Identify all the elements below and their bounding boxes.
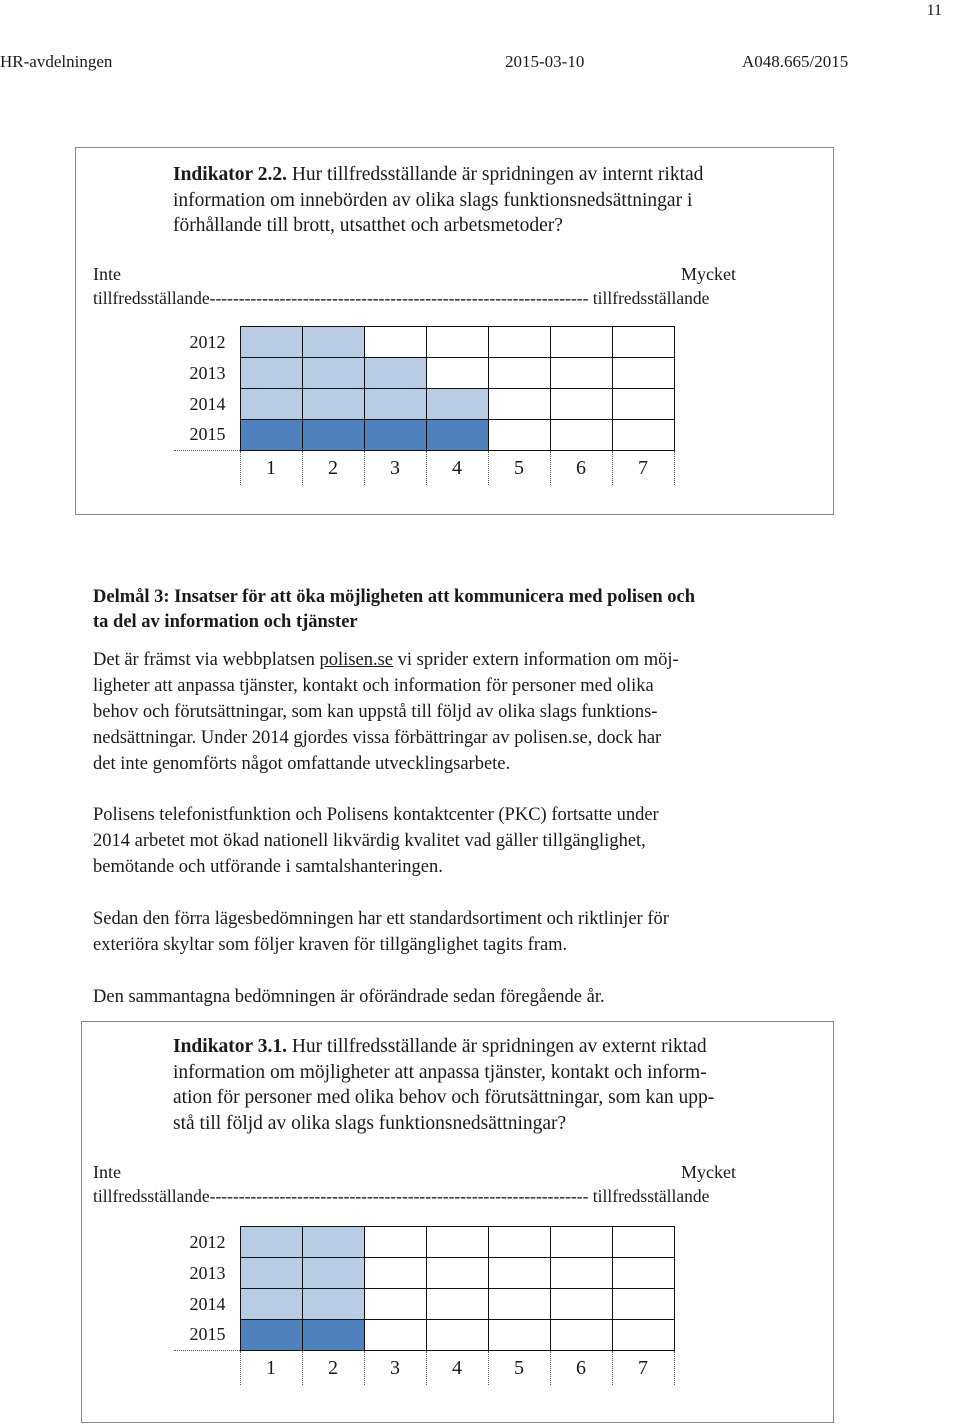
polisen-link[interactable]: polisen.se [319, 650, 394, 670]
spacer [174, 451, 240, 486]
year-label: 2013 [189, 1262, 226, 1283]
rating-cell [302, 327, 364, 358]
scale-high-label: Mycket [681, 1162, 736, 1182]
scale-number: 3 [364, 451, 426, 486]
question-line: stå till följd av olika slags funktionsnedsättningar? [173, 1112, 567, 1134]
text: Den sammantagna bedömningen är oförändrade sedan föregående år. [93, 987, 605, 1007]
rating-cell [364, 327, 426, 358]
rating-cell [426, 1227, 488, 1258]
scale-low-label: Inte [93, 1162, 121, 1182]
rating-cell [240, 1258, 302, 1289]
question-line: information om innebörden av olika slags funktionsnedsättningar i [173, 189, 693, 211]
text: Sedan den förra lägesbedömningen har ett standardsortiment och riktlinjer för [93, 909, 669, 929]
text: exteriöra skyltar som följer kraven för tillgänglighet tagits fram. [93, 935, 568, 955]
scale-number: 2 [302, 1351, 364, 1386]
year-label: 2012 [189, 1231, 226, 1252]
indicator-label: Indikator 3.1. [173, 1036, 287, 1057]
heading-line: Delmål 3: Insatser för att öka möjligheten att kommunicera med polisen och [93, 587, 696, 607]
rating-cell [302, 358, 364, 389]
year-label: 2014 [189, 1293, 226, 1314]
year-label: 2013 [189, 362, 226, 383]
question-line: Hur tillfredsställande är spridningen av externt riktad [286, 1036, 707, 1057]
rating-grid-2-2 [174, 326, 675, 485]
text: Polisens telefonistfunktion och Polisens kontaktcenter (PKC) fortsatte under [93, 805, 659, 825]
year-label: 2012 [189, 331, 226, 352]
scale-number: 7 [612, 451, 674, 486]
rating-cell [364, 420, 426, 451]
rating-cell [612, 1320, 674, 1351]
indicator-label: Indikator 2.2. [173, 164, 287, 185]
scale-number: 6 [550, 1351, 612, 1386]
rating-cell [612, 420, 674, 451]
rating-cell [364, 389, 426, 420]
rating-cell [302, 1320, 364, 1351]
rating-cell [302, 389, 364, 420]
rating-cell [364, 1320, 426, 1351]
rating-cell [426, 420, 488, 451]
text: nedsättningar. Under 2014 gjordes vissa förbättringar av polisen.se, dock har [93, 728, 662, 748]
rating-cell [550, 1227, 612, 1258]
rating-cell [488, 1289, 550, 1320]
scale-number: 4 [426, 451, 488, 486]
header-date: 2015-03-10 [505, 52, 585, 71]
year-label: 2014 [189, 393, 226, 414]
rating-cell [240, 420, 302, 451]
paragraph-1 [93, 647, 833, 777]
rating-cell [612, 1258, 674, 1289]
rating-cell [364, 358, 426, 389]
rating-cell [426, 1289, 488, 1320]
rating-cell [302, 420, 364, 451]
rating-cell [426, 1258, 488, 1289]
question-line: förhållande till brott, utsatthet och arbetsmetoder? [173, 215, 563, 236]
text: vi sprider extern information om möj- [393, 650, 679, 670]
scale-line: tillfredsställande----------------------------------------------------------------- tillfredsställande [93, 288, 710, 308]
scale-number: 2 [302, 451, 364, 486]
rating-cell [240, 358, 302, 389]
rating-cell [302, 1227, 364, 1258]
rating-cell [550, 1258, 612, 1289]
text: ligheter att anpassa tjänster, kontakt och information för personer med olika [93, 676, 654, 696]
rating-grid-3-1 [174, 1226, 675, 1385]
scale-line: tillfredsställande----------------------------------------------------------------- tillfredsställande [93, 1186, 710, 1206]
rating-cell [612, 327, 674, 358]
scale-number: 1 [240, 451, 302, 486]
rating-cell [426, 358, 488, 389]
scale-number: 5 [488, 1351, 550, 1386]
scale-number: 1 [240, 1351, 302, 1386]
rating-cell [302, 1289, 364, 1320]
text: 2014 arbetet mot ökad nationell likvärdig kvalitet vad gäller tillgänglighet, [93, 831, 646, 851]
rating-cell [550, 420, 612, 451]
rating-cell [240, 389, 302, 420]
scale-number: 7 [612, 1351, 674, 1386]
question-line: Hur tillfredsställande är spridningen av internt riktad [286, 164, 704, 185]
scale-number: 5 [488, 451, 550, 486]
rating-cell [612, 1227, 674, 1258]
scale-number: 4 [426, 1351, 488, 1386]
rating-cell [488, 1258, 550, 1289]
rating-cell [612, 389, 674, 420]
question-line: ation för personer med olika behov och förutsättningar, som kan upp- [173, 1087, 715, 1108]
scale-low-label: Inte [93, 264, 121, 284]
rating-cell [240, 1320, 302, 1351]
rating-cell [240, 327, 302, 358]
indicator-question-2-2 [173, 162, 813, 239]
rating-cell [302, 1258, 364, 1289]
indicator-question-3-1 [173, 1034, 813, 1136]
page-number: 11 [926, 2, 942, 19]
scale-high-label: Mycket [681, 264, 736, 284]
year-label: 2015 [174, 1320, 240, 1351]
text: det inte genomförts något omfattande utvecklingsarbete. [93, 754, 511, 774]
rating-cell [488, 1320, 550, 1351]
rating-cell [612, 1289, 674, 1320]
paragraph-4 [93, 984, 833, 1010]
rating-cell [488, 1227, 550, 1258]
rating-cell [550, 1289, 612, 1320]
rating-cell [488, 327, 550, 358]
paragraph-3 [93, 906, 833, 958]
year-label: 2015 [174, 420, 240, 451]
rating-cell [488, 358, 550, 389]
heading-line: ta del av information och tjänster [93, 612, 358, 632]
question-line: information om möjligheter att anpassa tjänster, kontakt och inform- [173, 1061, 707, 1083]
rating-cell [364, 1258, 426, 1289]
rating-cell [488, 389, 550, 420]
spacer [174, 1351, 240, 1386]
rating-cell [488, 420, 550, 451]
header-department: HR-avdelningen [0, 52, 113, 71]
rating-cell [426, 389, 488, 420]
scale-number: 6 [550, 451, 612, 486]
rating-cell [364, 1227, 426, 1258]
rating-cell [364, 1289, 426, 1320]
text: behov och förutsättningar, som kan uppstå till följd av olika slags funktions- [93, 702, 658, 722]
rating-cell [550, 389, 612, 420]
paragraph-2 [93, 802, 833, 880]
section-heading [93, 585, 833, 635]
text: Det är främst via webbplatsen [93, 650, 320, 670]
rating-cell [426, 327, 488, 358]
scale-number: 3 [364, 1351, 426, 1386]
text: bemötande och utförande i samtalshanteringen. [93, 857, 443, 877]
rating-cell [550, 358, 612, 389]
rating-cell [240, 1289, 302, 1320]
rating-cell [550, 327, 612, 358]
rating-cell [426, 1320, 488, 1351]
rating-cell [240, 1227, 302, 1258]
header-reference: A048.665/2015 [742, 52, 849, 71]
rating-cell [612, 358, 674, 389]
rating-cell [550, 1320, 612, 1351]
